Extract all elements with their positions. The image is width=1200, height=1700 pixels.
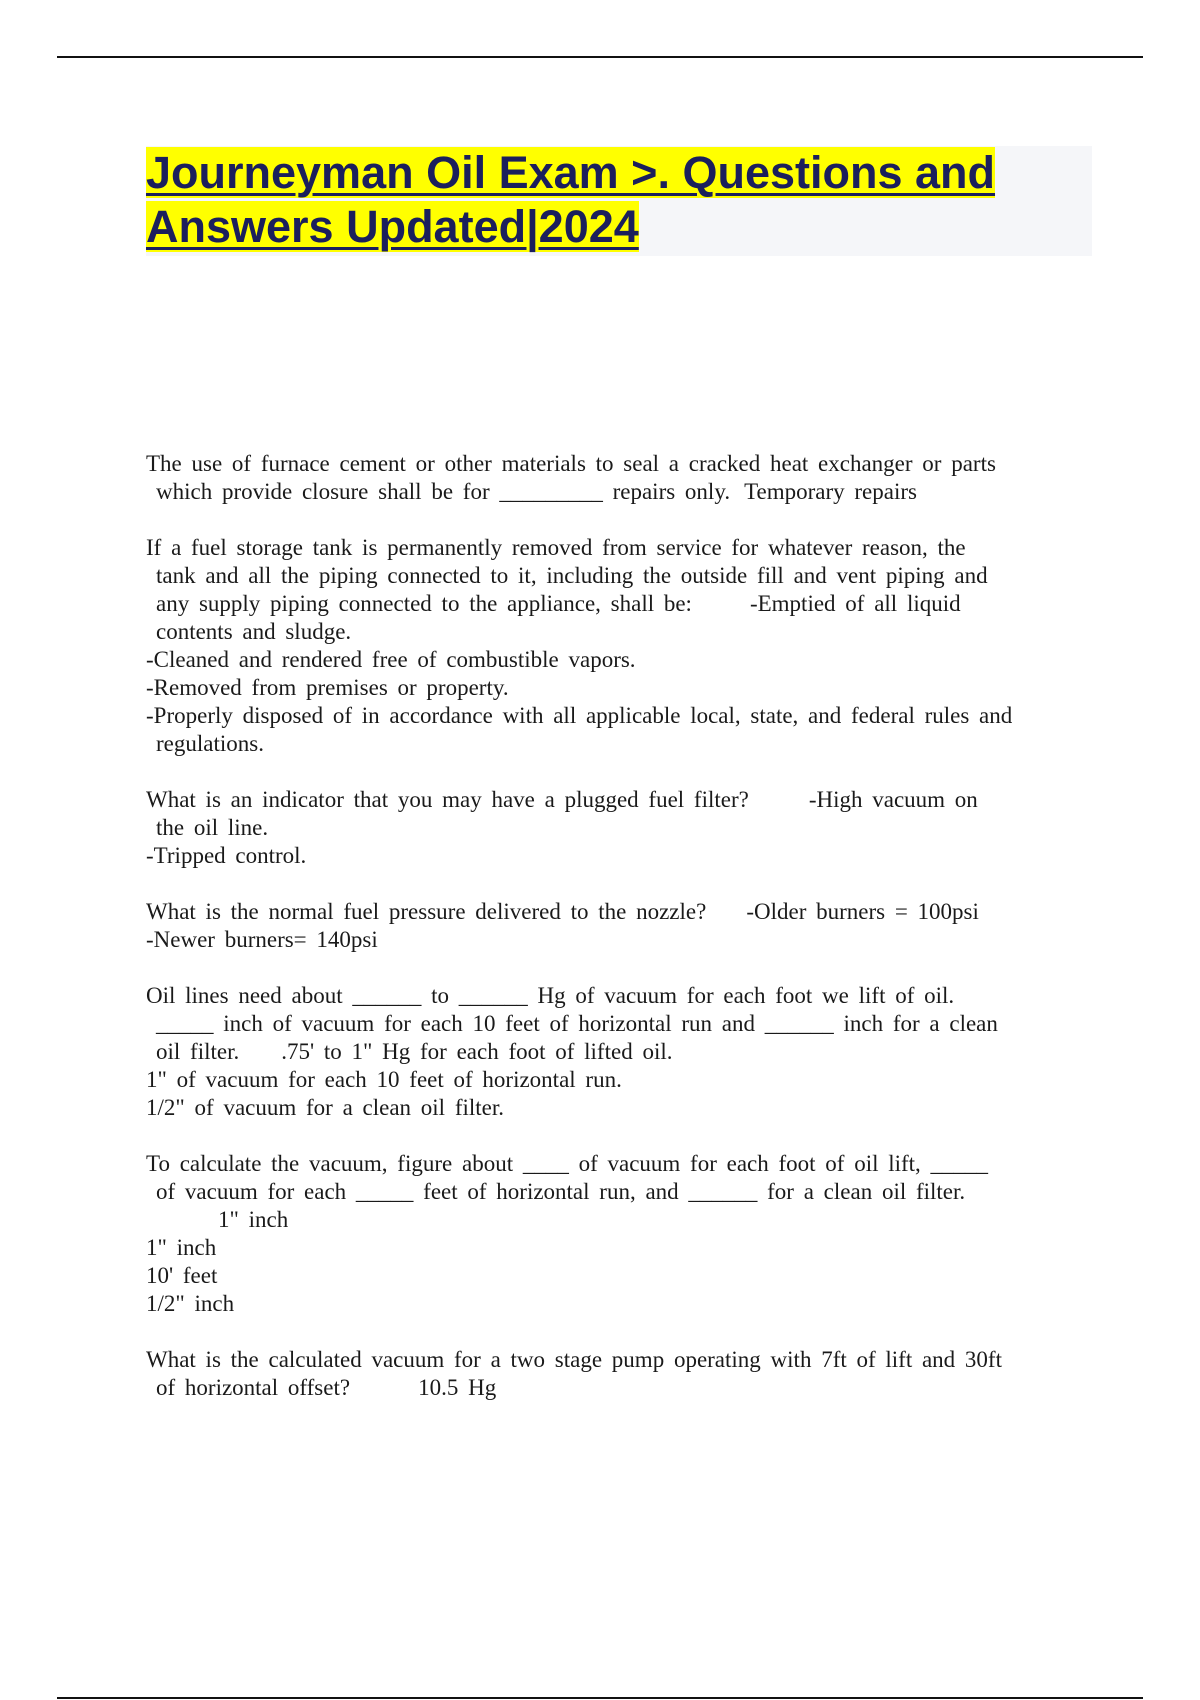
- top-rule: [57, 56, 1143, 58]
- question-line: If a fuel storage tank is permanently removed from service for whatever reason, the: [146, 535, 966, 560]
- question-line: [146, 478, 1090, 506]
- answer-text: -Emptied of all liquid: [749, 591, 961, 616]
- qa-item-4: [146, 898, 1090, 954]
- answer-line: 1/2" inch: [146, 1291, 235, 1316]
- question-line: _____ inch of vacuum for each 10 feet of horizontal run and ______ inch for a clean: [156, 1011, 998, 1036]
- question-line: [146, 786, 1090, 814]
- answer-text: .75' to 1" Hg for each foot of lifted oil.: [281, 1039, 673, 1064]
- answer-line: contents and sludge.: [156, 619, 352, 644]
- question-line: [146, 1374, 1090, 1402]
- question-text: of horizontal offset?: [156, 1375, 351, 1400]
- answer-text: Temporary repairs: [744, 479, 917, 504]
- answer-line: -Properly disposed of in accordance with all applicable local, state, and federal rules and: [146, 703, 1013, 728]
- question-text: any supply piping connected to the appliance, shall be:: [156, 591, 692, 616]
- question-text: which provide closure shall be for _________ repairs only.: [156, 479, 731, 504]
- answer-line: -Newer burners= 140psi: [146, 927, 378, 952]
- question-line: [146, 898, 1090, 926]
- question-text: What is the normal fuel pressure delivered to the nozzle?: [146, 899, 707, 924]
- qa-item-3: [146, 786, 1090, 870]
- question-text: oil filter.: [156, 1039, 240, 1064]
- answer-line: 1" of vacuum for each 10 feet of horizontal run.: [146, 1067, 622, 1092]
- answer-text: -Older burners = 100psi: [746, 899, 979, 924]
- document-body: [146, 450, 1090, 1430]
- answer-line: -Removed from premises or property.: [146, 675, 509, 700]
- answer-line: 1/2" of vacuum for a clean oil filter.: [146, 1095, 504, 1120]
- question-line: To calculate the vacuum, figure about ____ of vacuum for each foot of oil lift, _____: [146, 1151, 989, 1176]
- answer-line: -Tripped control.: [146, 843, 307, 868]
- answer-line: 10' feet: [146, 1263, 218, 1288]
- question-line: The use of furnace cement or other materials to seal a cracked heat exchanger or parts: [146, 451, 996, 476]
- title-block: [146, 146, 1092, 256]
- question-line: of vacuum for each _____ feet of horizontal run, and ______ for a clean oil filter.: [156, 1179, 966, 1204]
- qa-item-5: [146, 982, 1090, 1122]
- question-line: What is the calculated vacuum for a two stage pump operating with 7ft of lift and 30ft: [146, 1347, 1002, 1372]
- answer-line: 1" inch: [146, 1235, 217, 1260]
- question-line: [146, 590, 1090, 618]
- answer-line: -Cleaned and rendered free of combustible vapors.: [146, 647, 636, 672]
- question-line: Oil lines need about ______ to ______ Hg of vacuum for each foot we lift of oil.: [146, 983, 955, 1008]
- title-line-1: Journeyman Oil Exam >. Questions and: [146, 147, 996, 198]
- page-title: [146, 146, 995, 254]
- question-text: What is an indicator that you may have a plugged fuel filter?: [146, 787, 749, 812]
- question-line: tank and all the piping connected to it, including the outside fill and vent piping and: [156, 563, 988, 588]
- qa-item-7: [146, 1346, 1090, 1402]
- answer-text: -High vacuum on: [808, 787, 978, 812]
- qa-item-1: [146, 450, 1090, 506]
- answer-line: 1" inch: [218, 1207, 289, 1232]
- answer-text: 10.5 Hg: [418, 1375, 497, 1400]
- answer-line: regulations.: [156, 731, 264, 756]
- title-line-2: Answers Updated|2024: [146, 201, 639, 252]
- qa-item-2: [146, 534, 1090, 758]
- bottom-rule: [57, 1697, 1143, 1699]
- qa-item-6: [146, 1150, 1090, 1318]
- answer-line: the oil line.: [156, 815, 269, 840]
- question-line: [146, 1038, 1090, 1066]
